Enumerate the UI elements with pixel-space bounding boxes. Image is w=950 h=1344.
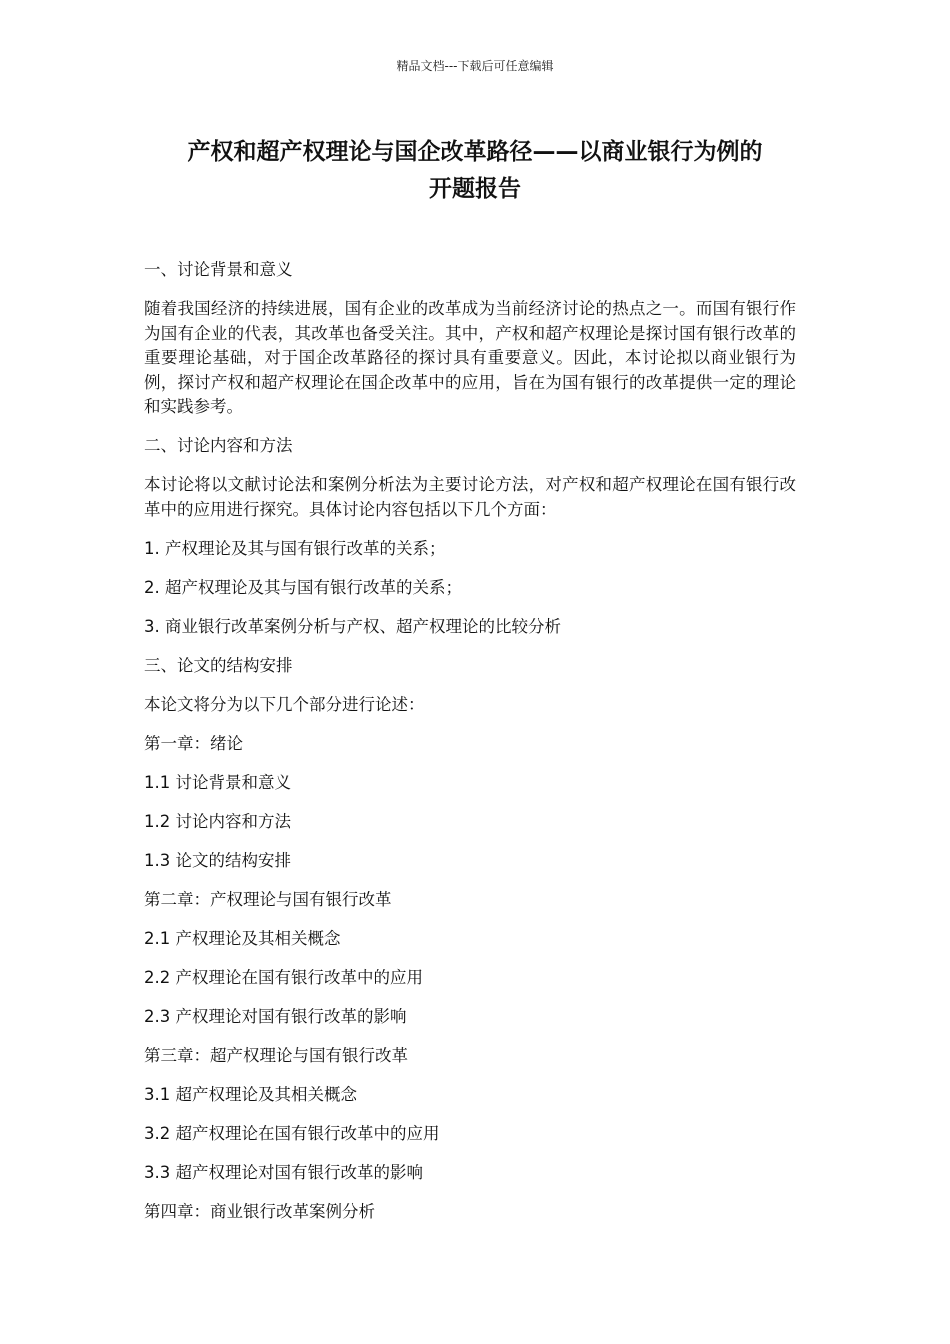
paragraph-structure-intro: 本论文将分为以下几个部分进行论述： <box>144 694 425 714</box>
paragraph-content: 本讨论将以文献讨论法和案例分析法为主要讨论方法，对产权和超产权理论在国有银行改革中的应用进行探究。具体讨论内容包括以下几个方面： <box>144 475 796 519</box>
outline-item: 1.1 讨论背景和意义 <box>144 772 291 792</box>
outline-item: 第二章：产权理论与国有银行改革 <box>144 889 392 909</box>
outline-item: 第四章：商业银行改革案例分析 <box>144 1201 375 1221</box>
document-title <box>120 134 830 208</box>
title-line-2: 开题报告 <box>429 176 521 202</box>
outline-item: 3.2 超产权理论在国有银行改革中的应用 <box>144 1123 440 1143</box>
outline-item: 2.1 产权理论及其相关概念 <box>144 928 341 948</box>
page-header-note: 精品文档---下载后可任意编辑 <box>396 59 554 73</box>
outline-item: 2.3 产权理论对国有银行改革的影响 <box>144 1006 407 1026</box>
list-item: 1. 产权理论及其与国有银行改革的关系； <box>144 538 446 558</box>
outline-item: 第三章：超产权理论与国有银行改革 <box>144 1045 408 1065</box>
section-heading-structure: 三、论文的结构安排 <box>144 655 293 675</box>
title-line-1: 产权和超产权理论与国企改革路径——以商业银行为例的 <box>187 139 763 165</box>
outline-item: 3.3 超产权理论对国有银行改革的影响 <box>144 1162 423 1182</box>
section-heading-background: 一、讨论背景和意义 <box>144 260 293 279</box>
document-body <box>144 258 796 1239</box>
list-item: 2. 超产权理论及其与国有银行改革的关系； <box>144 577 462 597</box>
outline-item: 3.1 超产权理论及其相关概念 <box>144 1084 357 1104</box>
outline-item: 1.3 论文的结构安排 <box>144 850 291 870</box>
section-heading-content: 二、讨论内容和方法 <box>144 436 293 455</box>
outline-item: 1.2 讨论内容和方法 <box>144 811 291 831</box>
outline-item: 第一章：绪论 <box>144 733 243 753</box>
outline-item: 2.2 产权理论在国有银行改革中的应用 <box>144 967 423 987</box>
list-item: 3. 商业银行改革案例分析与产权、超产权理论的比较分析 <box>144 616 561 636</box>
paragraph-background: 随着我国经济的持续进展，国有企业的改革成为当前经济讨论的热点之一。而国有银行作为国有企业的代表，其改革也备受关注。其中，产权和超产权理论是探讨国有银行改革的重要理论基础，对于国企改革路径的探讨具有重要意义。因此，本讨论拟以商业银行为例，探讨产权和超产权理论在国企改革中的应用，旨在为国有银行的改革提供一定的理论和实践参考。 <box>144 299 796 416</box>
